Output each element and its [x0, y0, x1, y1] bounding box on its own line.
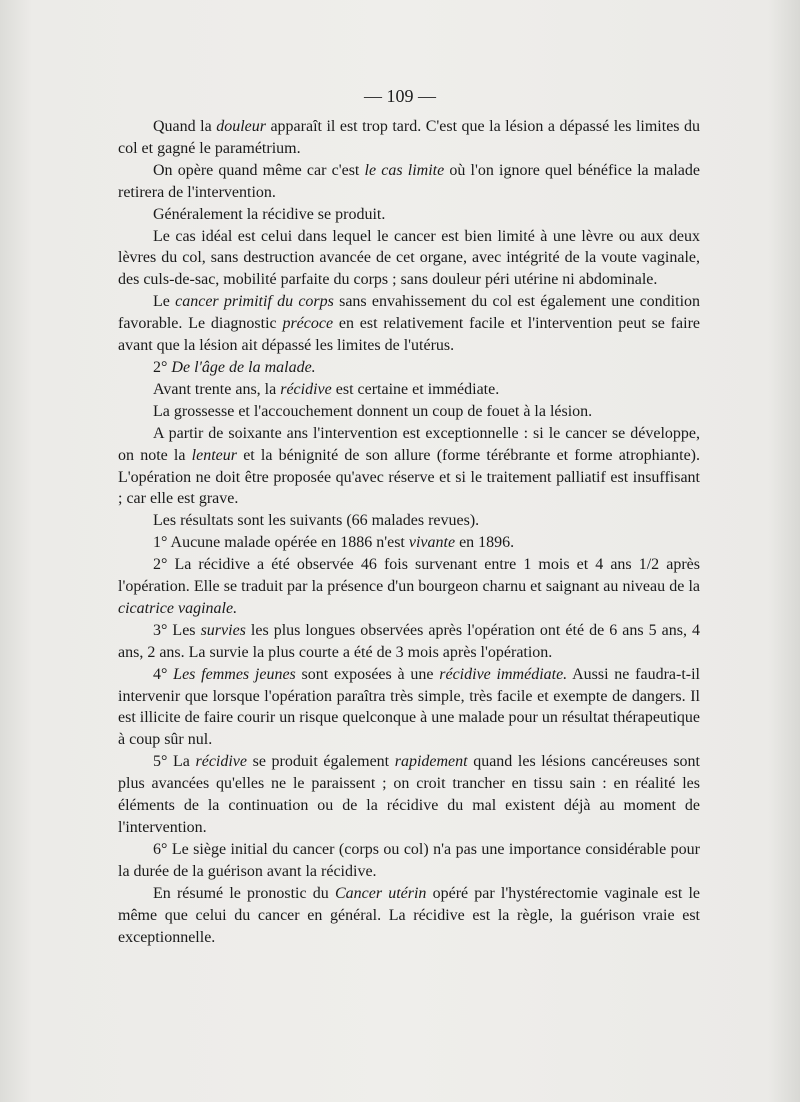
italic-phrase: lenteur	[191, 446, 237, 464]
text-run: Le	[153, 293, 176, 311]
text-run: en est relativement facile et l'intervention peut se faire avant que la lésion ait dépassé les limites de l'utérus.	[118, 315, 701, 355]
text-run: où l'on ignore quel bénéfice la malade retirera de l'intervention.	[118, 161, 700, 201]
italic-phrase: douleur	[216, 118, 266, 135]
text-run: 5° La	[153, 753, 196, 771]
italic-phrase: récidive	[195, 753, 248, 771]
text-run: 4°	[153, 665, 174, 683]
text-run: opéré par l'hystérectomie vaginale est le même que celui du cancer en général. La récidive est la règle, la guérison vraie est exceptionnelle.	[118, 884, 701, 946]
text-run: En résumé le pronostic du	[153, 884, 335, 902]
text-run: sont exposées à une	[295, 665, 440, 683]
paragraph	[118, 839, 700, 883]
body-text	[118, 116, 700, 948]
text-run: sans envahissement du col est également une condition favorable. Le diagnostic	[118, 293, 701, 333]
paragraph	[118, 751, 700, 839]
text-run: 2°	[153, 358, 172, 376]
text-run: 3° Les	[153, 621, 201, 639]
text-run: Le cas idéal est celui dans lequel le cancer est bien limité à une lèvre ou aux deux lèvres du col, sans destruction avancée de cet organe, avec intégrité de la voute vaginale, des culs-de-sac, mobilité parfaite du corps ; sans douleur péri utérine ni abdominale.	[118, 227, 700, 289]
paragraph	[118, 883, 700, 949]
paragraph	[118, 291, 700, 357]
italic-phrase: rapidement	[394, 753, 468, 771]
italic-phrase: le cas limite	[364, 161, 445, 179]
text-run: Aussi ne faudra-t-il intervenir que lorsque l'opération paraîtra très simple, très facile et exempte de dangers. Il est illicite de faire courir un risque quelconque à une malade pour un résultat thérapeutique à coup sûr nul.	[118, 665, 701, 749]
italic-phrase: De l'âge de la malade.	[171, 358, 316, 376]
paragraph	[118, 116, 700, 160]
text-run: La grossesse et l'accouchement donnent un coup de fouet à la lésion.	[153, 402, 593, 420]
paragraph	[118, 357, 700, 379]
text-run: Généralement la récidive se produit.	[153, 205, 386, 223]
italic-phrase: précoce	[282, 315, 334, 333]
text-run: 6° Le siège initial du cancer (corps ou col) n'a pas une importance considérable pour la durée de la guérison avant la récidive.	[118, 840, 700, 880]
text-run: est certaine et immédiate.	[331, 380, 500, 398]
paragraph	[118, 554, 700, 620]
italic-phrase: récidive immédiate.	[439, 665, 568, 683]
paragraph	[118, 532, 700, 554]
paragraph	[118, 664, 700, 752]
text-run: apparaît il est trop tard. C'est que la lésion a dépassé les limites du col et gagné le paramétrium.	[118, 118, 701, 157]
paragraph	[118, 401, 700, 423]
text-run: A partir de soixante ans l'intervention est exceptionnelle : si le cancer se développe, on note la	[118, 424, 700, 464]
italic-phrase: Cancer utérin	[334, 884, 427, 902]
text-run: Quand la	[153, 118, 217, 135]
text-run: les plus longues observées après l'opération ont été de 6 ans 5 ans, 4 ans, 2 ans. La survie la plus courte a été de 3 mois après l'opération.	[118, 621, 700, 661]
italic-phrase: Les femmes jeunes	[173, 665, 296, 683]
paragraph	[118, 226, 700, 292]
paragraph	[118, 204, 700, 226]
italic-phrase: cancer primitif du corps	[175, 293, 334, 311]
text-run: Avant trente ans, la	[153, 380, 281, 398]
text-run: quand les lésions cancéreuses sont plus avancées qu'elles ne le paraissent ; on croit trancher en tissu sain : en réalité les éléments de la continuation ou de la récidive du mal existent déjà au moment de l'intervention.	[118, 753, 700, 836]
page-number: — 109 —	[364, 86, 436, 106]
italic-phrase: survies	[200, 621, 246, 639]
text-run: et la bénignité de son allure (forme térébrante et forme atrophiante). L'opération ne doit être proposée qu'avec réserve et si le traitement palliatif est insuffisant ; car elle est grave.	[118, 446, 701, 508]
paragraph	[118, 423, 700, 511]
italic-phrase: récidive	[280, 380, 332, 398]
text-run: se produit également	[247, 753, 395, 771]
paragraph	[118, 160, 700, 204]
paragraph	[118, 620, 700, 664]
paragraph	[118, 379, 700, 401]
italic-phrase: cicatrice vaginale.	[118, 599, 238, 617]
italic-phrase: vivante	[408, 534, 456, 552]
paragraph	[118, 510, 700, 532]
text-run: Les résultats sont les suivants (66 malades revues).	[153, 512, 480, 530]
text-run: On opère quand même car c'est	[153, 161, 365, 179]
text-run: en 1896.	[455, 534, 515, 552]
text-run: 1° Aucune malade opérée en 1886 n'est	[153, 534, 409, 552]
text-run: 2° La récidive a été observée 46 fois survenant entre 1 mois et 4 ans 1/2 après l'opération. Elle se traduit par la présence d'un bourgeon charnu et saignant au niveau de la	[118, 556, 700, 596]
